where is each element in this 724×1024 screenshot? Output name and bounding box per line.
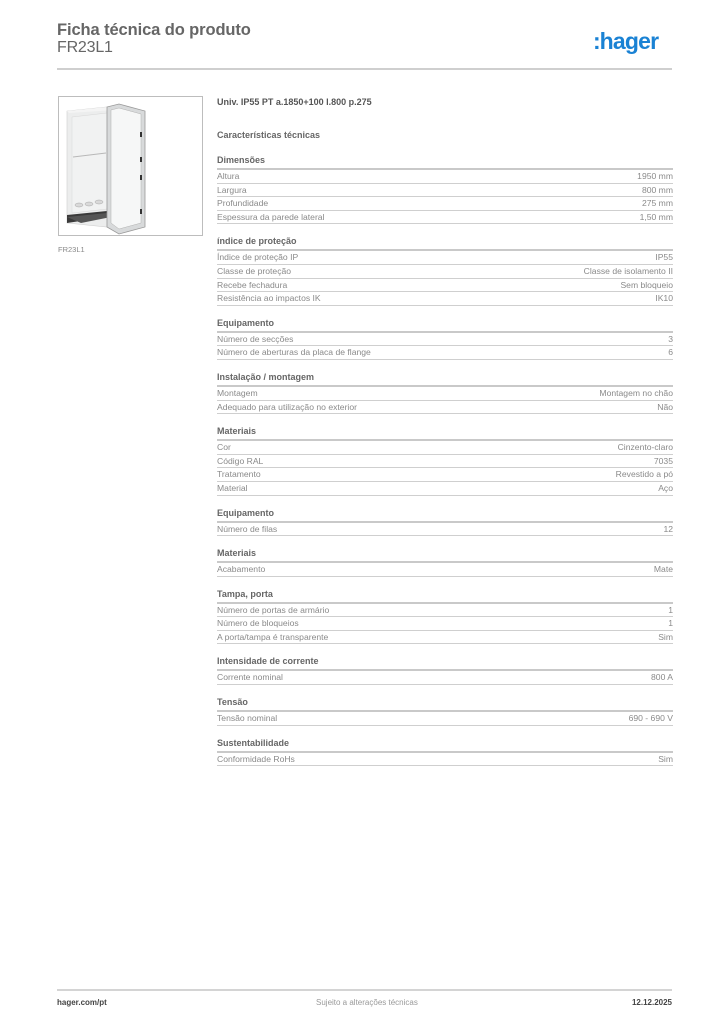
spec-row xyxy=(217,523,673,537)
spec-row xyxy=(217,671,673,685)
footer-divider xyxy=(57,989,672,991)
spec-label: Código RAL xyxy=(217,455,264,466)
logo-colon: : xyxy=(593,28,600,54)
spec-label: Conformidade RoHs xyxy=(217,753,295,764)
spec-section xyxy=(217,372,673,414)
spec-row xyxy=(217,265,673,279)
product-code: FR23L1 xyxy=(57,39,113,56)
spec-value: 7035 xyxy=(653,455,673,466)
section-title: Equipamento xyxy=(217,508,673,523)
section-title: Materiais xyxy=(217,426,673,441)
spec-value: IP55 xyxy=(655,252,673,263)
spec-row xyxy=(217,211,673,225)
spec-row xyxy=(217,712,673,726)
spec-label: Número de portas de armário xyxy=(217,604,330,615)
product-image xyxy=(58,96,203,236)
spec-value: 690 - 690 V xyxy=(628,713,673,724)
footer-website: hager.com/pt xyxy=(57,998,107,1007)
spec-section xyxy=(217,318,673,360)
spec-value: Não xyxy=(657,401,673,412)
spec-label: Tensão nominal xyxy=(217,713,278,724)
spec-row xyxy=(217,251,673,265)
hager-logo xyxy=(593,28,658,55)
spec-value: Montagem no chão xyxy=(599,387,673,398)
spec-row xyxy=(217,563,673,577)
spec-row xyxy=(217,441,673,455)
spec-value: Sem bloqueio xyxy=(620,279,673,290)
spec-label: Altura xyxy=(217,171,240,181)
spec-value: Sim xyxy=(658,631,673,642)
section-title: Materiais xyxy=(217,548,673,563)
spec-label: Corrente nominal xyxy=(217,672,283,683)
spec-value: 800 A xyxy=(651,672,673,683)
section-title: Tampa, porta xyxy=(217,589,673,604)
spec-label: Adequado para utilização no exterior xyxy=(217,401,357,412)
spec-section xyxy=(217,426,673,495)
spec-label: Número de aberturas da placa de flange xyxy=(217,347,371,358)
spec-label: Montagem xyxy=(217,387,258,398)
spec-label: Profundidade xyxy=(217,198,269,209)
characteristics-title: Características técnicas xyxy=(217,130,321,140)
spec-label: Resistência ao impactos IK xyxy=(217,293,321,304)
spec-row xyxy=(217,387,673,401)
spec-value: 3 xyxy=(668,333,673,344)
spec-row xyxy=(217,631,673,645)
section-title: Tensão xyxy=(217,697,673,712)
spec-value: Sim xyxy=(658,753,673,764)
spec-label: Acabamento xyxy=(217,564,266,575)
section-title: Equipamento xyxy=(217,318,673,333)
spec-row xyxy=(217,170,673,184)
spec-section xyxy=(217,656,673,685)
spec-label: Cor xyxy=(217,442,231,453)
spec-section xyxy=(217,236,673,305)
spec-value: 800 mm xyxy=(641,184,673,195)
spec-value: Revestido a pó xyxy=(615,469,673,480)
section-title: Intensidade de corrente xyxy=(217,656,673,671)
spec-section xyxy=(217,697,673,726)
spec-row xyxy=(217,455,673,469)
spec-value: 1 xyxy=(668,604,673,615)
spec-label: Tratamento xyxy=(217,469,261,480)
spec-value: 1950 mm xyxy=(637,171,673,181)
spec-row xyxy=(217,401,673,415)
spec-label: Espessura da parede lateral xyxy=(217,211,325,222)
section-title: Sustentabilidade xyxy=(217,738,673,753)
spec-section xyxy=(217,155,673,224)
spec-label: Número de filas xyxy=(217,523,278,534)
spec-section xyxy=(217,738,673,767)
spec-row xyxy=(217,346,673,360)
image-caption: FR23L1 xyxy=(58,245,85,254)
spec-label: Material xyxy=(217,482,248,493)
spec-value: Aço xyxy=(658,482,673,493)
spec-row xyxy=(217,617,673,631)
section-title: índice de proteção xyxy=(217,236,673,251)
spec-row xyxy=(217,279,673,293)
spec-value: 1,50 mm xyxy=(639,211,673,222)
spec-section xyxy=(217,589,673,645)
spec-label: Largura xyxy=(217,184,247,195)
spec-value: Classe de isolamento II xyxy=(583,265,673,276)
header-divider xyxy=(57,68,672,70)
spec-value: Cinzento-claro xyxy=(617,442,673,453)
spec-value: IK10 xyxy=(655,293,673,304)
spec-value: Mate xyxy=(653,564,673,575)
logo-text: hager xyxy=(599,28,659,54)
spec-row xyxy=(217,468,673,482)
spec-row xyxy=(217,292,673,306)
spec-section xyxy=(217,548,673,577)
spec-value: 275 mm xyxy=(641,198,673,209)
spec-content xyxy=(217,97,673,766)
spec-row xyxy=(217,482,673,496)
spec-value: 1 xyxy=(668,618,673,629)
cabinet-icon xyxy=(59,97,202,235)
spec-label: Recebe fechadura xyxy=(217,279,288,290)
document-title: Ficha técnica do produto xyxy=(57,21,251,39)
spec-value: 6 xyxy=(668,347,673,358)
spec-row xyxy=(217,197,673,211)
spec-label: Número de secções xyxy=(217,333,294,344)
spec-label: Número de bloqueios xyxy=(217,618,299,629)
product-name: Univ. IP55 PT a.1850+100 l.800 p.275 xyxy=(217,97,372,107)
spec-label: Classe de proteção xyxy=(217,265,292,276)
spec-value: 12 xyxy=(663,523,673,534)
footer-disclaimer: Sujeito a alterações técnicas xyxy=(316,998,418,1007)
footer-date: 12.12.2025 xyxy=(631,998,672,1007)
spec-section xyxy=(217,508,673,537)
spec-label: Índice de proteção IP xyxy=(217,252,299,263)
spec-row xyxy=(217,753,673,767)
spec-row xyxy=(217,184,673,198)
section-title: Instalação / montagem xyxy=(217,372,673,387)
spec-sections xyxy=(217,155,673,766)
spec-label: A porta/tampa é transparente xyxy=(217,631,329,642)
spec-row xyxy=(217,333,673,347)
section-title: Dimensões xyxy=(217,155,673,170)
spec-row xyxy=(217,604,673,618)
